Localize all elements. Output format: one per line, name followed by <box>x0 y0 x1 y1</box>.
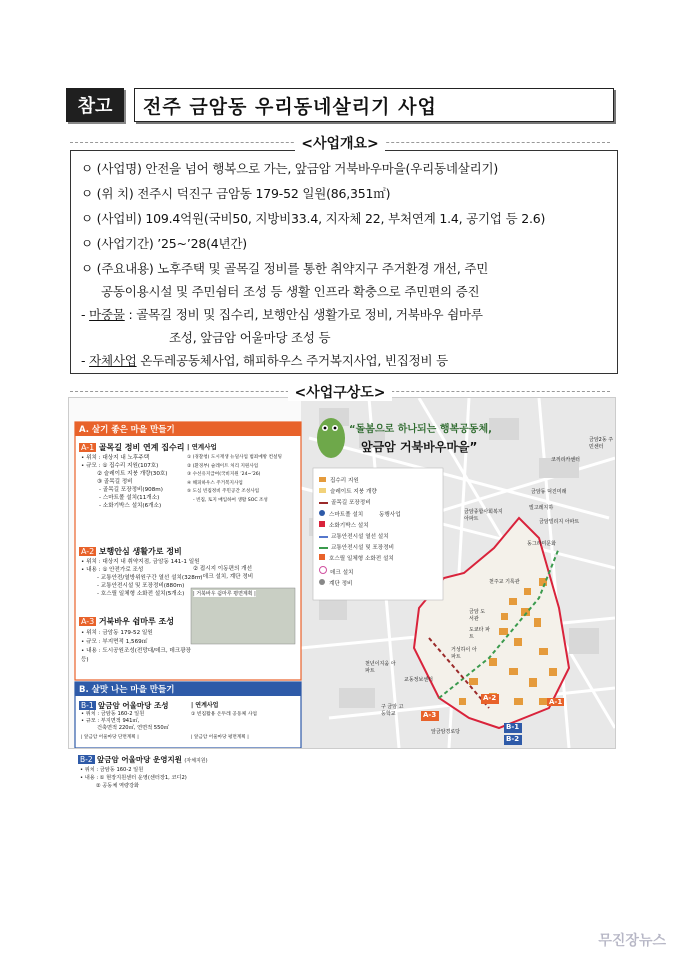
slogan-line1: “돌봄으로 하나되는 행복공동체, <box>349 424 492 435</box>
map-label: 앞금암경로당 <box>431 729 460 735</box>
turtle-mascot-icon <box>317 418 345 458</box>
legend-item: 집수리 지원 <box>319 476 401 487</box>
overview-item: ㅇ (사업명) 안전을 넘어 행복으로 가는, 앞금암 거북바우마을(우리동네살리기) <box>81 161 499 176</box>
a3-details: • 위치 : 금암동 179-52 일원 • 규모 : 부지면적 1,569㎡ • 내용 : 도시공원조성(전망대/데크, 데크광장 등) <box>81 630 192 663</box>
map-label: 금암2동 주민센터 <box>589 437 614 450</box>
b1-section-caption: | 앞금암 어울마당 단면계획 | <box>81 735 139 740</box>
a3-title: 거북바우 쉼마루 조성 <box>98 617 174 626</box>
b2-title: 앞금암 어울마당 운영지원 <box>97 755 182 764</box>
legend-item: 교통안전시설 열선 설치 <box>319 532 401 543</box>
b1-link-line: ① 빈집활용 온두레 공동체 사업 <box>191 712 258 717</box>
map-label: 구 금암 고등학교 <box>381 704 404 717</box>
a1-heading <box>79 442 184 453</box>
a3-tag: A-3 <box>81 617 95 626</box>
zone-tag-a1: A-1 <box>549 698 563 706</box>
park-plan-caption: | 거북바우 쉼마루 평면계획 | <box>193 591 256 597</box>
overview-item: ㅇ (주요내용) 노후주택 및 골목길 정비를 통한 취약지구 주거환경 개선, 주민 <box>81 261 489 276</box>
own-label: 자체사업 <box>89 353 137 368</box>
a2-details: • 위치 : 대상지 내 취약지점, 금암동 141-1 일원 • 내용 : ① 안전가로 조성 - 교통안전/열방위원구간 열선 설치(328m) - 교통안전시설 및 포장정비(880m) - 호스릴 일체형 소화전 설치(5개소) <box>81 559 203 597</box>
b1-plan-caption: | 앞금암 어울마당 평면계획 | <box>191 735 249 740</box>
map-label: 천주교 기록관 <box>489 579 520 585</box>
a1-title: 골목길 정비 연계 집수리 <box>98 443 185 452</box>
a1-tag: A-1 <box>81 443 95 452</box>
legend-item: 골목길 포장정비 <box>319 498 401 509</box>
a2-tag: A-2 <box>81 547 95 556</box>
b1-heading <box>79 700 168 711</box>
legend-items <box>319 476 401 590</box>
a2-heading <box>79 546 182 557</box>
legend-item: 교통안전시설 및 포장정비 <box>319 543 401 554</box>
map-label: 금암종합사회복지 아파트 <box>464 509 503 522</box>
link-details: ① (경찰청) 도시재생 뉴딜사업 범죄예방 컨설팅 ② (환경부) 슬레이트 처리 지원사업 ③ 수선유지급여(국비지원 ’24~’26) ④ 해피하우스 주거복지사업 ⑤ 도심 빈집정비 주민공간 조성사업 - 빈집, 토지 매입하여 생활 SOC 조성 <box>187 455 282 503</box>
panel-a-title: A. 살기 좋은 마을 만들기 <box>79 425 175 435</box>
map-label: 금암 도서관 <box>469 609 486 622</box>
page-title: 전주 금암동 우리동네살리기 사업 <box>134 88 614 122</box>
sub-item-seed-cont: 조성, 앞금암 어울마당 조성 등 <box>169 330 331 345</box>
sub-item-seed: - 마중물 : 골목길 정비 및 집수리, 보행안심 생활가로 정비, 거북바우 쉼마루 <box>81 307 483 322</box>
legend-item: 소화기박스 설치 <box>319 521 401 532</box>
map-label: 교동정보센터 <box>404 677 433 683</box>
zone-tag-a2: A-2 <box>483 694 497 702</box>
map-label: 동그라미문화 <box>527 541 556 547</box>
legend-item: 계단 정비 <box>319 579 401 590</box>
zone-tag-a3: A-3 <box>423 711 437 719</box>
panel-b-title: B. 살맛 나는 마을 만들기 <box>79 685 175 695</box>
sub-item-own: - 자체사업 온두레공동체사업, 해피하우스 주거복지사업, 빈집정비 등 <box>81 353 449 368</box>
a2-details-right: ② 접시지 이동편의 개선 - 데크 설치, 계단 정비 <box>193 566 254 580</box>
overview-item: 공동이용시설 및 주민쉼터 조성 등 생활 인프라 확충으로 주민편의 증진 <box>101 284 480 299</box>
map-label: 거성하이 아파트 <box>451 647 477 660</box>
zone-tag-b1: B-1 <box>506 723 520 731</box>
a3-heading <box>79 616 174 627</box>
a1-details: • 위치 : 대상지 내 노후주택 • 규모 : ① 집수리 지원(107호) ② 슬레이트 지붕 개량(30호) ③ 골목길 정비 - 골목길 포장정비(908m) - 스마트폴 설치(11개소) - 소화기박스 설치(6개소) <box>81 455 168 509</box>
zone-tag-b2: B-2 <box>506 735 520 743</box>
overview-item: ㅇ (위 치) 전주시 덕진구 금암동 179-52 일원(86,351㎡) <box>81 186 391 201</box>
b1-title: 앞금암 어울마당 조성 <box>98 701 169 710</box>
map-label: 천년이지움 아파트 <box>365 661 396 674</box>
b2-heading <box>78 754 208 765</box>
a2-title: 보행안심 생활가로 정비 <box>98 547 182 556</box>
map-label: 금암동 덕진미래 <box>531 489 567 495</box>
map-label: 빌고레지하 <box>529 505 554 511</box>
plan-heading: <사업구상도> <box>0 382 680 402</box>
legend-item: 스마트폴 설치 동행사업 <box>319 510 401 521</box>
b1-link-title: | 연계사업 <box>191 702 219 709</box>
b1-details: • 위치 : 금암동 160-2 일원 • 규모 : 부지면적 941㎡, 건축면적 220㎡, 연면적 550㎡ <box>81 711 169 731</box>
title-bar <box>66 88 614 122</box>
seed-label: 마중물 <box>89 307 125 322</box>
b2-details: • 위치 : 금암동 160-2 일원 • 내용 : ① 현장지원센터 운영(센터장1, 코디2) ② 공동체 역량강화 <box>80 767 187 789</box>
reference-tag: 참고 <box>66 88 124 122</box>
legend-item: 슬레이트 지붕 개량 <box>319 487 401 498</box>
link-title: | 연계사업 <box>187 443 217 451</box>
b2-title-suffix: (자체지원) <box>184 758 208 764</box>
map-label: 코끼리카센터 <box>551 457 580 463</box>
map-label: 도쿄타 파트 <box>469 627 490 640</box>
overview-item: ㅇ (사업기간) ’25~’28(4년간) <box>81 236 247 251</box>
plan-figure <box>68 397 616 749</box>
overview-item: ㅇ (사업비) 109.4억원(국비50, 지방비33.4, 지자체 22, 부처연계 1.4, 공기업 등 2.6) <box>81 211 546 226</box>
map-label: 금암빌리지 아파트 <box>539 519 580 525</box>
b2-tag: B-2 <box>80 755 93 764</box>
slogan-line2: 앞금암 거북바우마을” <box>361 440 478 454</box>
overview-heading: <사업개요> <box>0 133 680 153</box>
overview-box <box>70 150 618 374</box>
legend-item: 호스릴 일체형 소화전 설치 <box>319 554 401 565</box>
b1-tag: B-1 <box>81 701 94 710</box>
watermark: 무진장뉴스 <box>598 933 666 949</box>
legend-item: 데크 설치 <box>319 566 401 579</box>
